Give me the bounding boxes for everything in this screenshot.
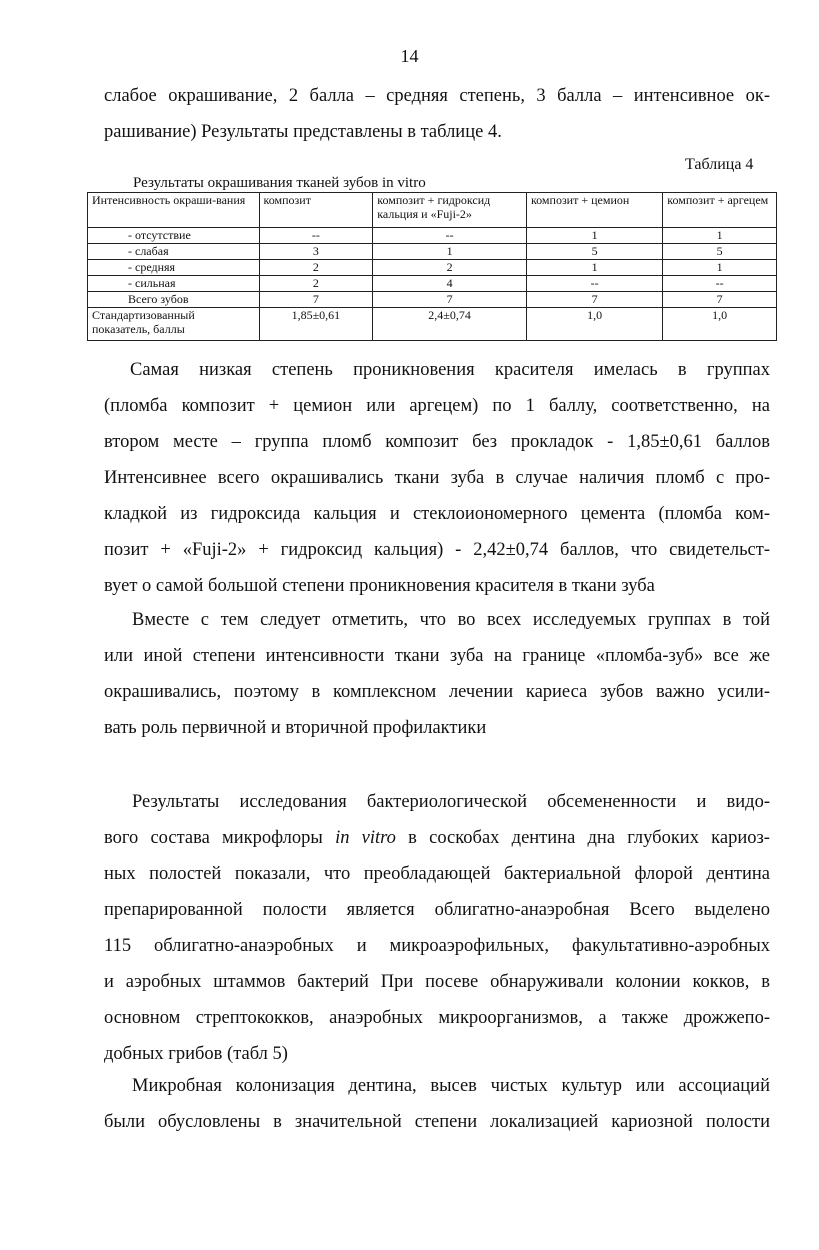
table-row [88, 308, 777, 341]
table-cell: Стандартизованный показатель, баллы [88, 308, 260, 341]
table-cell: -- [526, 276, 662, 292]
page-number: 14 [400, 46, 419, 66]
table-header-cell: композит + гидроксид кальция и «Fuji-2» [373, 193, 527, 228]
text-line: вать роль первичной и вторичной профилактики [104, 718, 487, 738]
table-cell: 2 [259, 276, 373, 292]
table-row [88, 244, 777, 260]
text-line: Результаты исследования бактериологической обсемененности и видо- [132, 792, 770, 812]
text-line: вует о самой большой степени проникновения красителя в ткани зуба [104, 576, 655, 596]
text-line: ных полостей показали, что преобладающей бактериальной флорой дентина [104, 864, 770, 884]
table-cell: 1 [663, 260, 777, 276]
table-cell: 7 [259, 292, 373, 308]
table-cell: 5 [526, 244, 662, 260]
table-cell: 1 [663, 228, 777, 244]
table-cell: 1 [373, 244, 527, 260]
table-cell: 1 [526, 228, 662, 244]
text-line: Самая низкая степень проникновения красителя имелась в группах [130, 360, 770, 380]
text-line: втором месте – группа пломб композит без прокладок - 1,85±0,61 баллов [104, 432, 770, 452]
table-header-cell: композит + цемион [526, 193, 662, 228]
table-cell: 1,0 [663, 308, 777, 341]
text-segment: в соскобах дентина дна глубоких кариоз- [395, 828, 770, 848]
paragraph-staining-results [104, 352, 770, 604]
table-header-row [88, 193, 777, 228]
table-cell: Всего зубов [88, 292, 260, 308]
text-line: добных грибов (табл 5) [104, 1044, 288, 1064]
table-cell: -- [373, 228, 527, 244]
text-line [104, 820, 770, 856]
text-segment: вого состава микрофлоры [104, 828, 336, 848]
table-cell: 5 [663, 244, 777, 260]
table-caption: Результаты окрашивания тканей зубов in vitro [133, 175, 426, 191]
text-line: 115 облигатно-анаэробных и микроаэрофильных, факультативно-аэробных [104, 936, 770, 956]
table-row [88, 276, 777, 292]
table-cell: 1,85±0,61 [259, 308, 373, 341]
text-line: препарированной полости является облигатно-анаэробная Всего выделено [104, 900, 770, 920]
text-line: окрашивались, поэтому в комплексном лечении кариеса зубов важно усили- [104, 682, 770, 702]
text-line: или иной степени интенсивности ткани зуба на границе «пломба-зуб» все же [104, 646, 770, 666]
text-line: (пломба композит + цемион или аргецем) по 1 баллу, соответственно, на [104, 396, 770, 416]
table-row [88, 228, 777, 244]
text-line: позит + «Fuji-2» + гидроксид кальция) - 2,42±0,74 баллов, что свидетельст- [104, 540, 770, 560]
table-cell: -- [663, 276, 777, 292]
text-line: были обусловлены в значительной степени локализацией кариозной полости [104, 1112, 770, 1132]
text-line: и аэробных штаммов бактерий При посеве обнаруживали колонии кокков, в [104, 972, 770, 992]
table-cell: 2 [373, 260, 527, 276]
text-line: слабое окрашивание, 2 балла – средняя степень, 3 балла – интенсивное ок- [104, 86, 770, 106]
table-cell: - сильная [88, 276, 260, 292]
intro-paragraph [104, 78, 770, 150]
paragraph-conclusion [104, 602, 770, 746]
table-cell: 2 [259, 260, 373, 276]
text-line: Интенсивнее всего окрашивались ткани зуба в случае наличия пломб с про- [104, 468, 770, 488]
table-row [88, 292, 777, 308]
table-cell: 1,0 [526, 308, 662, 341]
italic-term: in vitro [335, 828, 396, 848]
text-line: Вместе с тем следует отметить, что во всех исследуемых группах в той [132, 610, 770, 630]
table-header-cell: композит [259, 193, 373, 228]
table-cell: 7 [373, 292, 527, 308]
table-header-cell: Интенсивность окраши-вания [88, 193, 260, 228]
table-cell: - средняя [88, 260, 260, 276]
table-cell: 4 [373, 276, 527, 292]
paragraph-colonization [104, 1068, 770, 1140]
table-cell: 2,4±0,74 [373, 308, 527, 341]
text-line: кладкой из гидроксида кальция и стеклоиономерного цемента (пломба ком- [104, 504, 770, 524]
table-cell: 7 [526, 292, 662, 308]
table-cell: 7 [663, 292, 777, 308]
text-line: рашивание) Результаты представлены в таблице 4. [104, 122, 502, 142]
table-cell: 1 [526, 260, 662, 276]
table-cell: -- [259, 228, 373, 244]
text-line: Микробная колонизация дентина, высев чистых культур или ассоциаций [132, 1076, 770, 1096]
table-cell: 3 [259, 244, 373, 260]
table-cell: - слабая [88, 244, 260, 260]
results-table [87, 192, 777, 341]
table-label: Таблица 4 [685, 156, 754, 173]
text-line: основном стрептококков, анаэробных микроорганизмов, а также дрожжепо- [104, 1008, 770, 1028]
table-cell: - отсутствие [88, 228, 260, 244]
table-row [88, 260, 777, 276]
table-header-cell: композит + аргецем [663, 193, 777, 228]
paragraph-microflora [104, 784, 770, 1072]
